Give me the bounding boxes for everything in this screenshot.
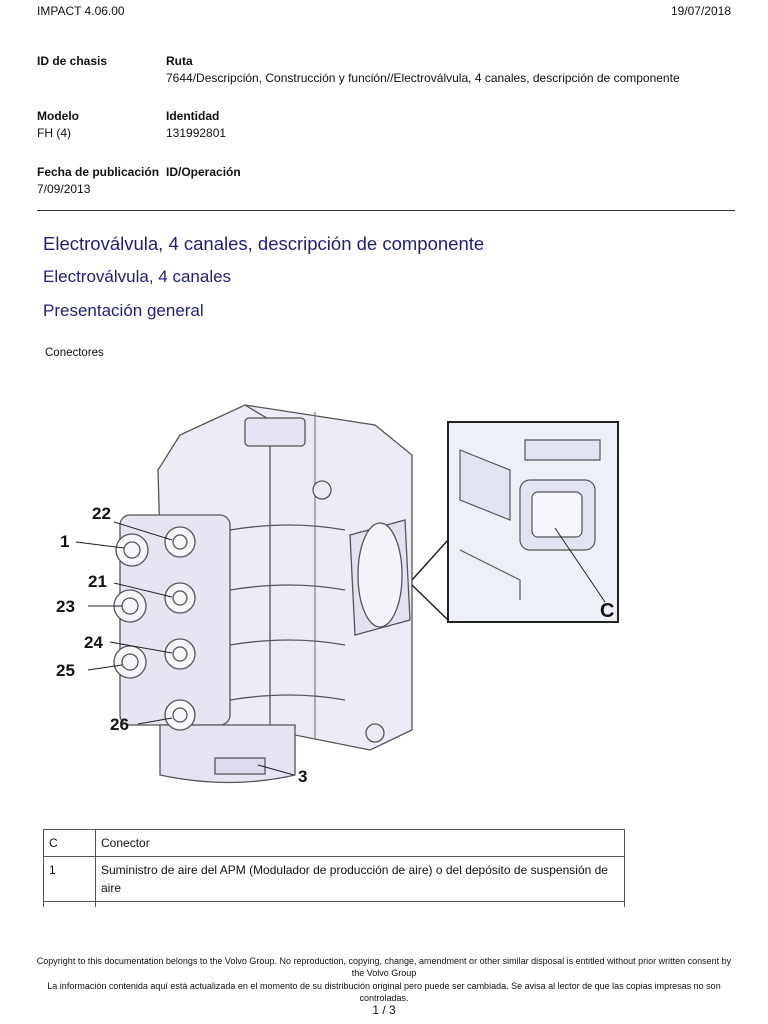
table-row xyxy=(44,857,625,902)
page-subtitle: Electroválvula, 4 canales xyxy=(43,267,232,286)
table-header-cell: Conector xyxy=(96,830,625,857)
page-title: Electroválvula, 4 canales, descripción de componente xyxy=(43,233,485,254)
page-break-mask xyxy=(0,907,768,947)
identidad-value: 131992801 xyxy=(166,126,227,140)
operacion-block xyxy=(166,164,241,181)
ruta-block xyxy=(166,53,680,87)
table-header-cell: C xyxy=(44,830,96,857)
chasis-block xyxy=(37,53,107,70)
modelo-value: FH (4) xyxy=(37,126,71,140)
identidad-label: Identidad xyxy=(166,109,220,123)
modelo-block xyxy=(37,108,79,142)
app-version: IMPACT 4.06.00 xyxy=(37,4,125,18)
chasis-label: ID de chasis xyxy=(37,54,108,68)
label-24: 24 xyxy=(84,633,103,652)
ruta-label: Ruta xyxy=(166,54,193,68)
section-heading: Presentación general xyxy=(43,301,204,320)
label-21: 21 xyxy=(88,572,107,591)
copyright-notice: Copyright to this documentation belongs to the Volvo Group. No reproduction, copying, change, amendment or other similar disposal is entitled without prior written consent by the Volvo Group xyxy=(36,956,732,978)
table-cell: Suministro de aire del APM (Modulador de producción de aire) o del depósito de suspensión de aire xyxy=(96,857,625,902)
label-26: 26 xyxy=(110,715,129,734)
distribution-notice: La información contenida aquí está actualizada en el momento de su distribución original pero puede ser cambiada. Se avisa al lector de que las copias impresas no son controladas. xyxy=(47,981,721,1003)
label-25: 25 xyxy=(56,661,75,680)
label-23: 23 xyxy=(56,597,75,616)
label-1: 1 xyxy=(60,532,70,551)
valve-illustration xyxy=(40,380,640,800)
figure-caption: Conectores xyxy=(45,347,104,359)
label-c: C xyxy=(600,600,615,622)
ruta-value: 7644/Descripción, Construcción y función//Electroválvula, 4 canales, descripción de componente xyxy=(166,71,680,85)
print-date: 19/07/2018 xyxy=(670,4,731,18)
fecha-block xyxy=(37,164,159,198)
label-22: 22 xyxy=(92,504,111,523)
table-header-row xyxy=(44,830,625,857)
label-3: 3 xyxy=(298,767,308,786)
fecha-label: Fecha de publicación xyxy=(37,165,160,179)
fecha-value: 7/09/2013 xyxy=(37,182,91,196)
header-divider xyxy=(37,210,735,211)
modelo-label: Modelo xyxy=(37,109,79,123)
operacion-label: ID/Operación xyxy=(166,165,241,179)
valve-drawing xyxy=(40,380,640,800)
identidad-block xyxy=(166,108,226,142)
table-cell: 1 xyxy=(44,857,96,902)
page-number: 1 / 3 xyxy=(372,1003,396,1017)
